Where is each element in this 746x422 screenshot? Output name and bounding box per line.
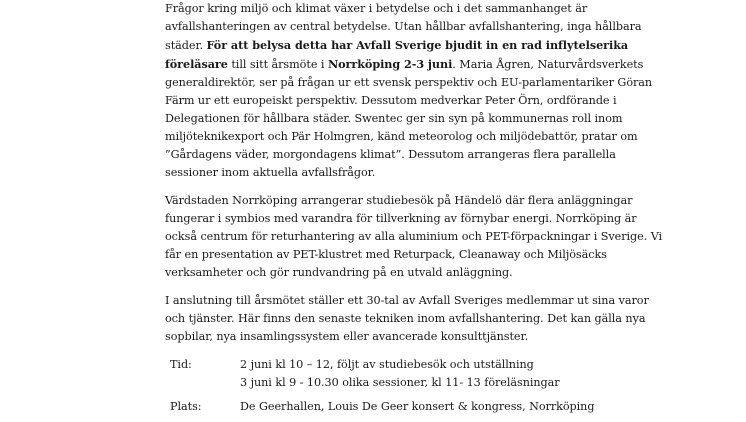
place-value: De Geerhallen, Louis De Geer konsert & kongress, Norrköping	[240, 400, 595, 413]
time-values	[240, 356, 665, 392]
cropped-next-row	[170, 411, 370, 419]
paragraph-exhibition: I anslutning till årsmötet ställer ett 30-tal av Avfall Sveriges medlemmar ut sina varor och tjänster. Här finns den senaste tekniken inom avfallshantering. Det kan gälla nya sopbilar, nya insamlingssystem eller avancerade konsulttjänster.	[165, 294, 649, 343]
place-label: Plats:	[170, 400, 202, 413]
event-info	[170, 356, 665, 416]
intro-text-a: Frågor kring miljö och klimat växer i betydelse och i det sammanhanget är avfallshanteringen av central betydelse. Utan hållbar avfallshantering, inga hållbara städer.	[165, 2, 642, 52]
info-row-time	[170, 356, 665, 392]
intro-text-c: . Maria Ågren, Naturvårdsverkets generaldirektör, ser på frågan ur ett svensk perspektiv och EU-parlamentariker Göran Färm ur ett europeiskt perspektiv. Dessutom medverkar Peter Örn, ordförande i Delegationen för hållbara städer. Swentec ger sin syn på kommunernas roll inom miljöteknikexport och Pär Holmgren, känd meteorolog och miljödebattör, pratar om ”Gårdagens väder, morgondagens klimat”. Dessutom arrangeras flera parallella sessioner inom aktuella avfallsfrågor.	[165, 58, 653, 179]
time-label: Tid:	[170, 358, 192, 371]
paragraph-intro	[165, 0, 665, 182]
paragraph-study-visit: Värdstaden Norrköping arrangerar studiebesök på Händelö där flera anläggningar fungerar i symbios med varandra för tillverkning av förnybar energi. Norrköping är också centrum för returhantering av alla aluminium och PET-förpackningar i Sverige. Vi får en presentation av PET-klustret med Returpack, Cleanaway och Miljösäcks verksamheter och gör rundvandring på en utvald anläggning.	[165, 194, 663, 279]
time-line-1: 2 juni kl 10 – 12, följt av studiebesök och utställning	[240, 358, 534, 371]
document-page	[165, 0, 665, 422]
intro-bold-location-date: Norrköping 2-3 juni	[327, 57, 453, 71]
intro-text-b: till sitt årsmöte i	[227, 58, 328, 71]
intro-bold-speakers: För att belysa detta har Avfall Sverige bjudit in en rad inflytelserika föreläsare	[165, 38, 629, 71]
time-line-2: 3 juni kl 9 - 10.30 olika sessioner, kl 11- 13 föreläsningar	[240, 376, 560, 389]
